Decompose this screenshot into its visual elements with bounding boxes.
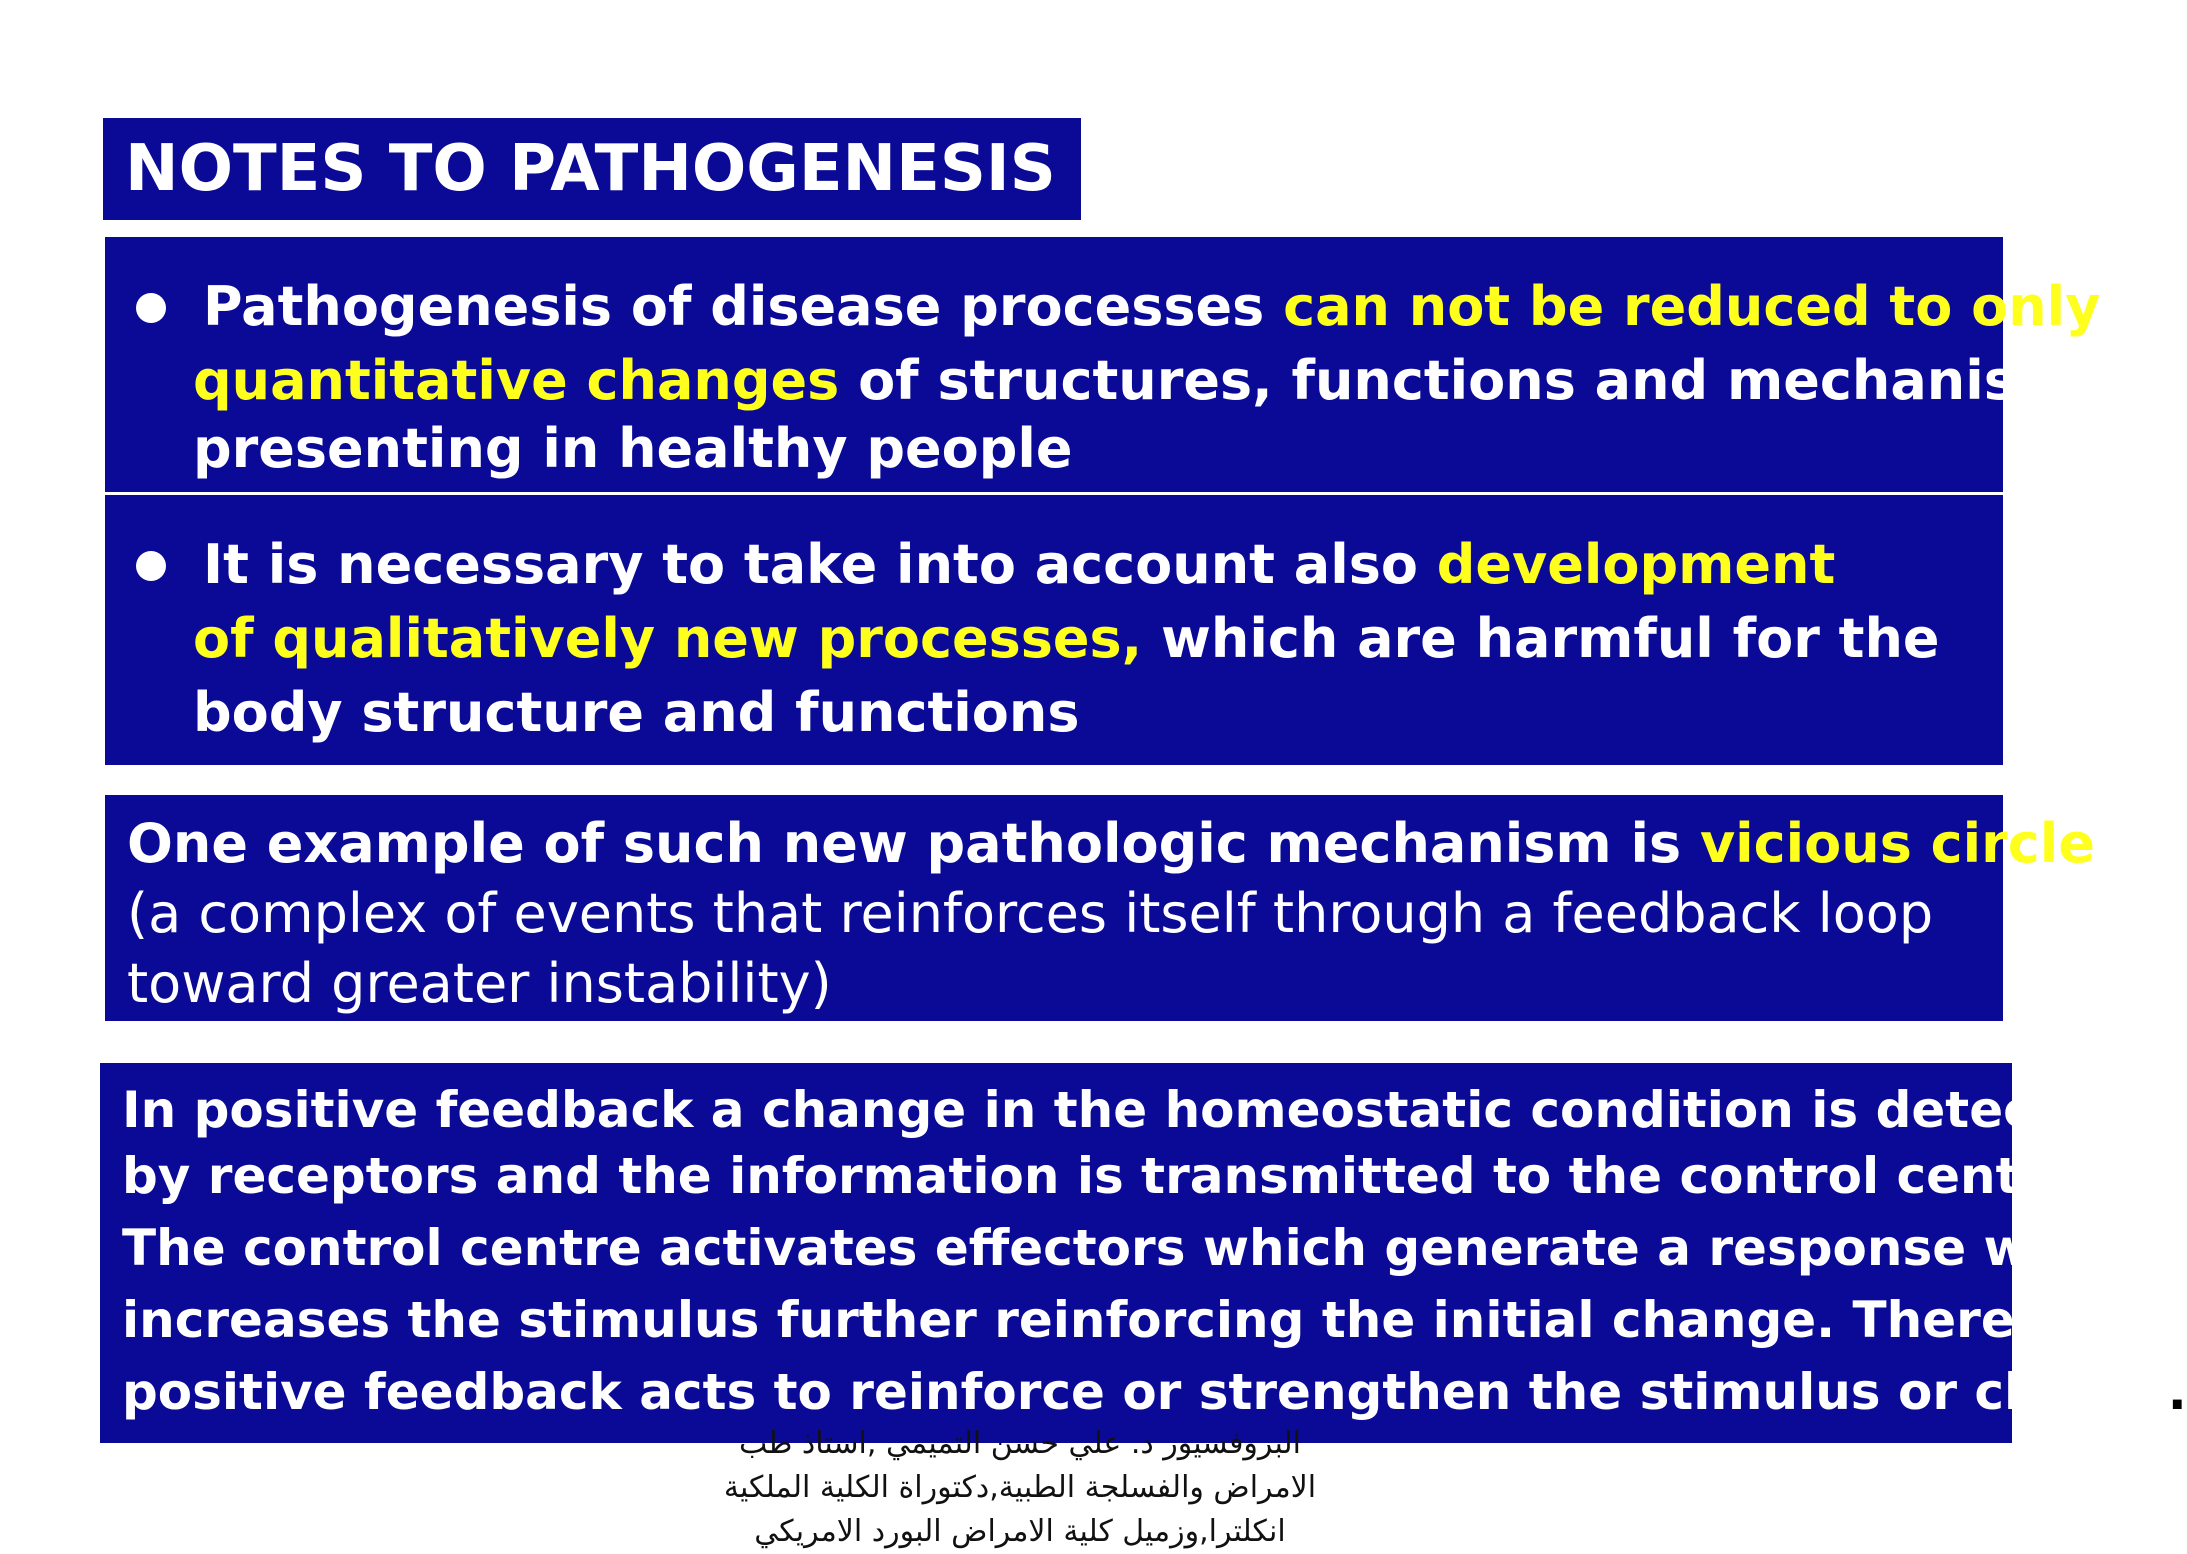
- feedback-line-last: [122, 1359, 2187, 1431]
- example-line-3: toward greater instability): [127, 952, 832, 1015]
- author-credit-footer: [700, 1422, 1340, 1554]
- bullet-dot-icon: [136, 551, 166, 581]
- slide-title: NOTES TO PATHOGENESIS: [125, 132, 1056, 206]
- vicious-circle-example: [105, 795, 2095, 1021]
- bullet-point-new-processes: [105, 495, 2003, 765]
- footer-line-1: البروفسيور د. علي حسن التميمي ,استاذ طب: [739, 1426, 1301, 1461]
- example-line-2: (a complex of events that reinforces itself through a feedback loop: [127, 882, 1934, 945]
- bullet2-text-yellow: development: [1436, 533, 1836, 596]
- feedback-line: by receptors and the information is transmitted to the control centre.: [122, 1147, 2098, 1205]
- bullet2-line-3: body structure and functions: [193, 681, 1080, 744]
- example-line-1: [127, 809, 2095, 879]
- bullet1-line2-white: of structures, functions and mechanisms: [839, 349, 2105, 412]
- bullet1-text-white: Pathogenesis of disease processes: [203, 275, 1284, 338]
- positive-feedback-paragraph: [100, 1063, 2187, 1443]
- feedback-line: increases the stimulus further reinforcing the initial change. Therefore,: [122, 1291, 2149, 1349]
- bullet2-text-white: It is necessary to take into account also: [203, 533, 1437, 596]
- bullet1-line-2: [105, 344, 2105, 418]
- bullet-line-1: [105, 270, 2101, 344]
- bullet2-line2-white: which are harmful for the: [1142, 607, 1940, 670]
- feedback-line: The control centre activates effectors which generate a response which: [122, 1219, 2148, 1277]
- feedback-period: .: [2167, 1363, 2187, 1421]
- bullet-dot-icon: [136, 293, 166, 323]
- bullet1-text-yellow: can not be reduced to only: [1283, 275, 2101, 338]
- bullet2-line-2: [105, 602, 2003, 676]
- footer-line-3: انكلترا,وزميل كلية الامراض البورد الامريكي: [754, 1514, 1286, 1549]
- bullet1-line2-yellow: quantitative changes: [193, 349, 840, 412]
- slide-title-box: [103, 118, 1081, 220]
- example-bold-white: One example of such new pathologic mechanism is: [127, 812, 1700, 875]
- bullet1-line-3: presenting in healthy people: [193, 417, 1073, 480]
- bullet-line-2: [105, 528, 2003, 602]
- feedback-line: In positive feedback a change in the homeostatic condition is detected: [122, 1081, 2127, 1139]
- footer-line-2: الامراض والفسلجة الطبية,دكتوراة الكلية الملكية: [723, 1470, 1317, 1505]
- example-bold-yellow: vicious circle: [1699, 812, 2095, 875]
- feedback-line-text: positive feedback acts to reinforce or strengthen the stimulus or charge: [122, 1363, 2168, 1421]
- bullet-point-pathogenesis: [105, 237, 2105, 492]
- bullet2-line2-yellow: of qualitatively new processes,: [193, 607, 1143, 670]
